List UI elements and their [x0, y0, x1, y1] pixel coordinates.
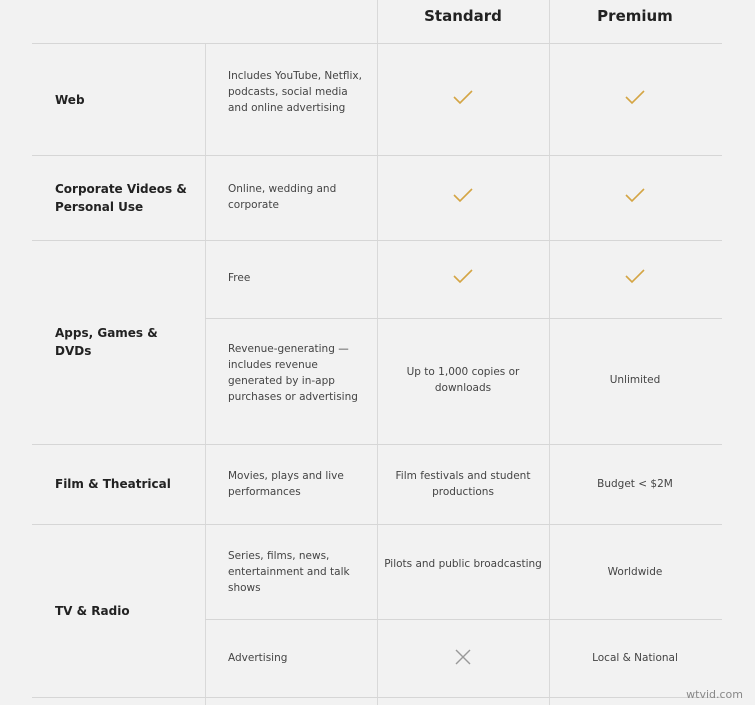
premium-tv-series: Worldwide	[607, 566, 663, 578]
row-divider	[32, 524, 722, 525]
checkmark-icon	[624, 89, 646, 105]
row-divider	[32, 697, 722, 698]
row-divider	[205, 318, 722, 319]
category-web: Web	[55, 93, 85, 107]
description-apps-free: Free	[228, 272, 251, 284]
description-tv-advertising: Advertising	[228, 652, 288, 664]
category-film: Film & Theatrical	[55, 477, 171, 491]
standard-film: Film festivals and student productions	[395, 470, 531, 498]
premium-tv-advertising: Local & National	[592, 652, 678, 664]
row-divider	[32, 240, 722, 241]
row-divider	[32, 43, 722, 44]
description-tv-series: Series, films, news, entertainment and talk shows	[228, 550, 350, 594]
description-apps-revenue: Revenue-generating — includes revenue generated by in-app purchases or advertising	[228, 343, 358, 403]
watermark: wtvid.com	[686, 688, 743, 701]
description-film: Movies, plays and live performances	[228, 470, 344, 498]
checkmark-icon	[452, 268, 474, 284]
row-divider	[32, 444, 722, 445]
cross-icon	[454, 648, 472, 666]
checkmark-icon	[624, 187, 646, 203]
premium-apps-revenue: Unlimited	[609, 374, 661, 386]
category-tv: TV & Radio	[55, 604, 130, 618]
checkmark-icon	[624, 268, 646, 284]
row-divider	[205, 619, 722, 620]
category-corporate: Corporate Videos & Personal Use	[55, 182, 187, 214]
standard-column-header: Standard	[424, 7, 502, 25]
description-corporate: Online, wedding and corporate	[228, 183, 337, 211]
checkmark-icon	[452, 187, 474, 203]
column-divider	[377, 0, 378, 705]
description-web: Includes YouTube, Netflix, podcasts, social media and online advertising	[228, 70, 362, 114]
column-divider	[205, 44, 206, 705]
premium-film: Budget < $2M	[597, 478, 673, 490]
checkmark-icon	[452, 89, 474, 105]
premium-column-header: Premium	[597, 7, 673, 25]
category-apps: Apps, Games & DVDs	[55, 326, 158, 358]
standard-apps-revenue: Up to 1,000 copies or downloads	[406, 366, 520, 394]
row-divider	[32, 155, 722, 156]
standard-tv-series: Pilots and public broadcasting	[384, 558, 542, 570]
column-divider	[549, 0, 550, 705]
